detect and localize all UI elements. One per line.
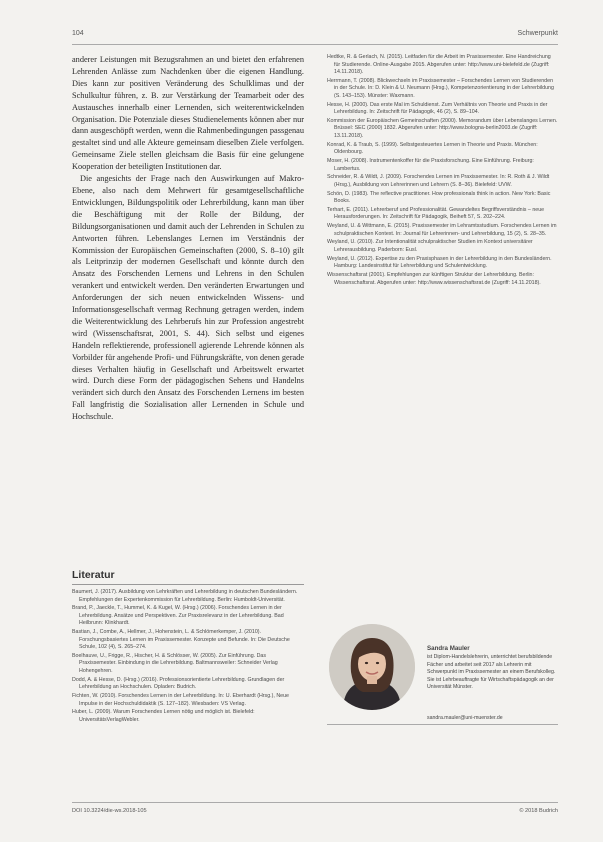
- page-number: 104: [72, 30, 84, 37]
- literature-heading: Literatur: [72, 569, 115, 581]
- body-text-column: [72, 54, 304, 423]
- reference-entry: Bastian, J., Combe, A., Hellmer, J., Hohenstein, L. & Schlömerkemper, J. (2010). Forschungsbasiertes Lernen im Praxissemester. Konzepte und Befunde. In: Die Deutsche Schule, 102 (4), S. 265–274.: [72, 629, 290, 651]
- reference-entry: Terhart, E. (2011). Lehrerberuf und Professionalität. Gewandeltes Begriffsverständnis – neue Herausforderungen. In: Zeitschrift für Pädagogik, Beiheft 57, S. 202–224.: [327, 206, 545, 221]
- body-paragraph: anderer Leistungen mit Bezugsrahmen an und bietet den erfahrenen Lehrenden Anlässe zum Nachdenken über die eigenen Handlung. Dies kann zur positiven Veränderung des Schulklimas und der Schulkultur führen, z. B. zur Verstärkung der Teamarbeit oder des Austausches innerhalb einer Lernenden, sich weiterentwickelnden Organisation. Die Potenziale dieses Studienelements können aber nur dann ausgeschöpft werden, wenn die Rahmenbedingungen passgenau gestaltet sind und alle Akteure gemeinsam dieselben Ziele verfolgen. Gemeinsame Ziele stellen gleichsam die Basis für eine gelungene Kooperation der beteiligten Institutionen dar.: [72, 55, 304, 172]
- author-portrait-icon: [329, 624, 415, 710]
- reference-entry: Kommission der Europäischen Gemeinschaften (2000). Memorandum über Lebenslanges Lernen. Brüssel: SEC (2000) 1832. Abgerufen unter: http://www.bologna-berlin2003.de (Zugriff: 13.11.2018).: [327, 117, 558, 140]
- reference-entry: Boelhauve, U., Frigge, R., Hischer, H. & Schlösser, W. (2005). Zur Einführung. Das Praxissemester. Einbindung in die Lehrerbildung. Baltmannsweiler: Schneider Verlag Hohengehren.: [72, 652, 278, 675]
- page-header: [72, 30, 558, 42]
- reference-entry: Hedtke, R. & Gerlach, N. (2015). Leitfaden für die Arbeit im Praxissemester. Eine Handreichung für Studierende. Online-Ausgabe 2015. Abgerufen unter: http://www.uni-bielefeld.de (Zugriff: 14.11.2018).: [327, 54, 551, 76]
- author-name: Sandra Mauler: [427, 645, 470, 652]
- reference-entry: Weyland, U. (2012). Expertise zu den Praxisphasen in der Lehrerbildung in den Bundesländern. Hamburg: Landesinstitut für Lehrerbildung und Schulentwicklung.: [327, 255, 552, 270]
- author-divider: [327, 724, 558, 725]
- author-bio: ist Diplom-Handelslehrerin, unterrichtet berufsbildende Fächer und arbeitet seit 2017 als Lehrerin mit Schwerpunkt im Praxissemester an einem Berufskolleg. Sie ist Lehrbeauftragte für Wirtschaftspädagogik an der Universität Münster.: [427, 654, 556, 690]
- section-label: Schwerpunkt: [517, 30, 558, 37]
- body-paragraph: Die angesichts der Frage nach den Auswirkungen auf Makro-Ebene, also nach dem Mehrwert für gesamtgesellschaftliche Entwicklungen, Bildungspolitik oder Lehrerbildung, kann man über die Beschäftigung mit der Rolle der Bildung, der Bildungsorganisationen und damit auch der Lehrenden in Schulen zu Antworten führen. Lebenslanges Lernen im Verständnis der Kommission der Europäischen Gemeinschaften (2000, S. 8–10) gilt als Leitprinzip der modernen Gesellschaft und könnte durch den Ansatz des Forschenden Lernens und Lehrens in den Schulen verankert und entwickelt werden. Den veränderten Erwartungen und Anforderungen der sich neuen entwickelnden Wissens- und Informationsgesellschaft vermag Rechnung getragen werden, indem die Weiterentwicklung des Lehrberufs hin zur Profession angestrebt wird (Wissenschaftsrat, 2001, S. 44). Sich selbst und eigenes Handeln reflektierende, professionell agierende Lehrende können als Vorbilder für angehende Profi- und Führungskräfte, von denen gerade dieses Verhalten häufig in Gesellschaft und Arbeitswelt erwartet wird. Durch diese Form der pädagogischen Sehens und Handelns verändert sich durch den Ansatz des Forschenden Lernens im besten Fall langfristig die Sozialisation aller Lernenden in Schule und Hochschule.: [72, 174, 304, 422]
- references-right: [327, 54, 558, 288]
- author-info: [427, 645, 558, 692]
- reference-entry: Weyland, U. & Wittmann, E. (2015). Praxissemester im Lehramtsstudium. Forschendes Lernen im schulpraktischen Kontext. In: Journal für Lehrerinnen- und Lehrerbildung, 15 (2), S. 28–35.: [327, 223, 557, 237]
- reference-entry: Weyland, U. (2010). Zur Intentionalität schulpraktischer Studien im Kontext universitärer Lehrerausbildung. Paderborn: Eusl.: [327, 239, 533, 253]
- author-email[interactable]: sandra.mauler@uni-muenster.de: [427, 715, 503, 721]
- reference-entry: Dodd, A. & Hesse, D. (Hrsg.) (2016). Professionsorientierte Lehrerbildung. Grundlagen der Lehrerbildung an Hochschulen. Opladen: Budrich.: [72, 676, 285, 691]
- reference-entry: Huber, L. (2009). Warum Forschendes Lernen nötig und möglich ist. Bielefeld: UniversitätsVerlagWebler.: [72, 709, 255, 723]
- reference-entry: Wissenschaftsrat (2001). Empfehlungen zur künftigen Struktur der Lehrerbildung. Berlin: Wissenschaftsrat. Abgerufen unter: http://www.wissenschaftsrat.de (Zugriff: 14.11.2018).: [327, 272, 541, 286]
- header-divider: [72, 44, 558, 45]
- reference-entry: Hesse, H. (2000). Das erste Mal im Schuldienst. Zum Verhältnis von Theorie und Praxis in der Lehrerbildung. In: Zeitschrift für Pädagogik, 46 (2), S. 89–104.: [327, 101, 548, 116]
- author-photo: [329, 624, 415, 710]
- doi-text: DOI 10.3224/die-ws.2018-105: [72, 808, 147, 814]
- reference-entry: Baumert, J. (2017). Ausbildung von Lehrkräften und Lehrerbildung in deutschen Bundesländern. Empfehlungen der Expertenkommission für Lehrerbildung. Berlin: Humboldt-Universität.: [72, 589, 298, 603]
- reference-entry: Konrad, K. & Traub, S. (1999). Selbstgesteuertes Lernen in Theorie und Praxis. München: Oldenbourg.: [327, 141, 538, 156]
- footer-divider: [72, 802, 558, 803]
- reference-entry: Schön, D. (1983). The reflective practitioner. How professionals think in action. New York: Basic Books.: [327, 190, 551, 205]
- publisher-text: © 2018 Budrich: [519, 808, 558, 814]
- reference-entry: Fichten, W. (2010). Forschendes Lernen in der Lehrerbildung. In: U. Eberhardt (Hrsg.), Neue Impulse in der Hochschuldidaktik (S. 127–182). Wiesbaden: VS Verlag.: [72, 693, 289, 707]
- reference-entry: Schneider, R. & Wildt, J. (2009). Forschendes Lernen im Praxissemester. In: R. Roth & J. Wildt (Hrsg.), Ausbildung von Lehrerinnen und Lehrern (S. 8–36). Bielefeld: UVW.: [327, 174, 550, 188]
- reference-entry: Moser, H. (2008). Instrumentenkoffer für die Praxisforschung. Eine Einführung. Freiburg: Lambertus.: [327, 158, 534, 172]
- reference-entry: Brand, P., Jaeckle, T., Hummel, K. & Kugel, W. (Hrsg.) (2006). Forschendes Lernen in der Lehrerbildung. Ansätze und Perspektiven. Zur Praxisrelevanz in der Lehrerbildung. Bad Heilbrunn: Klinkhardt.: [72, 605, 284, 627]
- literature-divider: [72, 584, 304, 585]
- references-left: [72, 589, 304, 726]
- reference-entry: Herrmann, T. (2008). Blickwechseln im Praxissemester – Forschendes Lernen von Studierenden in der Schule. In: D. Klein & U. Neumann (Hrsg.), Kompetenzorientierung in der Lehrerbildung (S. 143–153). Münster: Waxmann.: [327, 77, 554, 99]
